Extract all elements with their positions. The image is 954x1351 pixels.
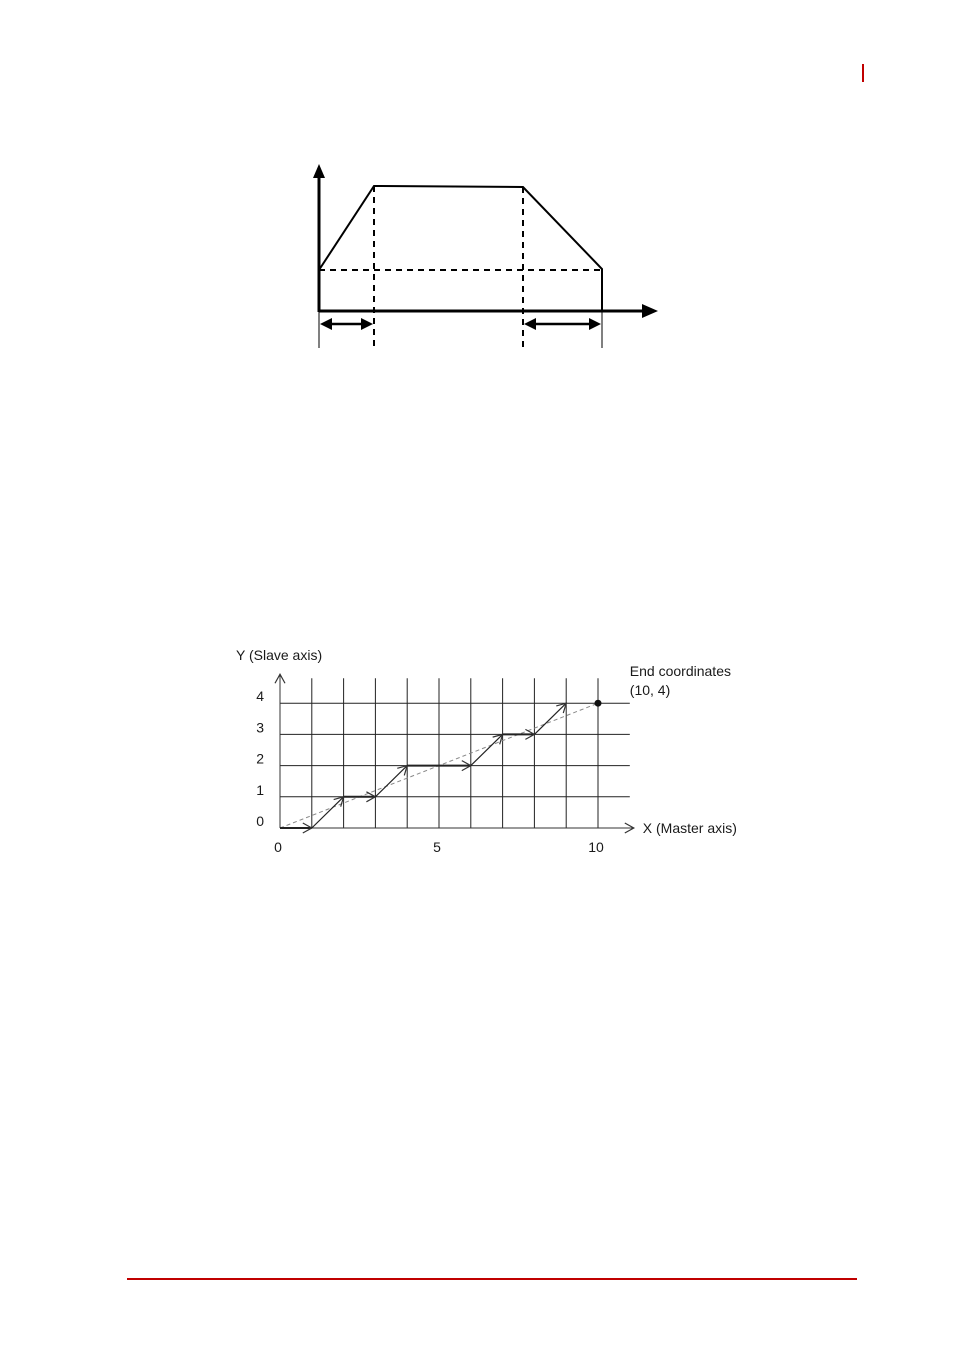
deceleration-interval-arrow	[524, 318, 601, 330]
y-axis-arrowhead	[313, 164, 325, 178]
step-arrow	[471, 734, 503, 765]
x-tick-label: 0	[274, 839, 282, 855]
x-axis-arrowhead	[642, 304, 658, 318]
y-tick-label: 4	[256, 688, 264, 705]
step-arrow	[534, 703, 566, 734]
x-axis-label: X (Master axis)	[642, 820, 737, 836]
y-tick-label: 2	[256, 750, 264, 767]
y-tick-label: 3	[256, 719, 264, 736]
chart-axes	[280, 674, 634, 828]
x-tick-label: 10	[588, 839, 604, 855]
end-coordinates-label: End coordinates	[629, 663, 731, 679]
step-arrow	[312, 797, 344, 828]
chart-tick-labels	[256, 688, 604, 855]
acceleration-interval-arrow	[320, 318, 373, 330]
chart-grid	[280, 678, 630, 828]
footer-rule	[127, 1278, 857, 1280]
y-tick-label: 0	[256, 813, 264, 829]
velocity-profile-diagram	[300, 160, 670, 355]
y-axis-label: Y (Slave axis)	[236, 647, 323, 663]
step-arrow	[375, 766, 407, 797]
velocity-profile-line	[319, 186, 602, 311]
interpolation-chart	[228, 640, 758, 860]
y-tick-label: 1	[256, 781, 264, 798]
end-coordinates-value: (10, 4)	[629, 682, 671, 698]
end-coordinate-point	[595, 700, 602, 707]
x-tick-label: 5	[433, 839, 441, 855]
header-mark	[862, 64, 864, 82]
